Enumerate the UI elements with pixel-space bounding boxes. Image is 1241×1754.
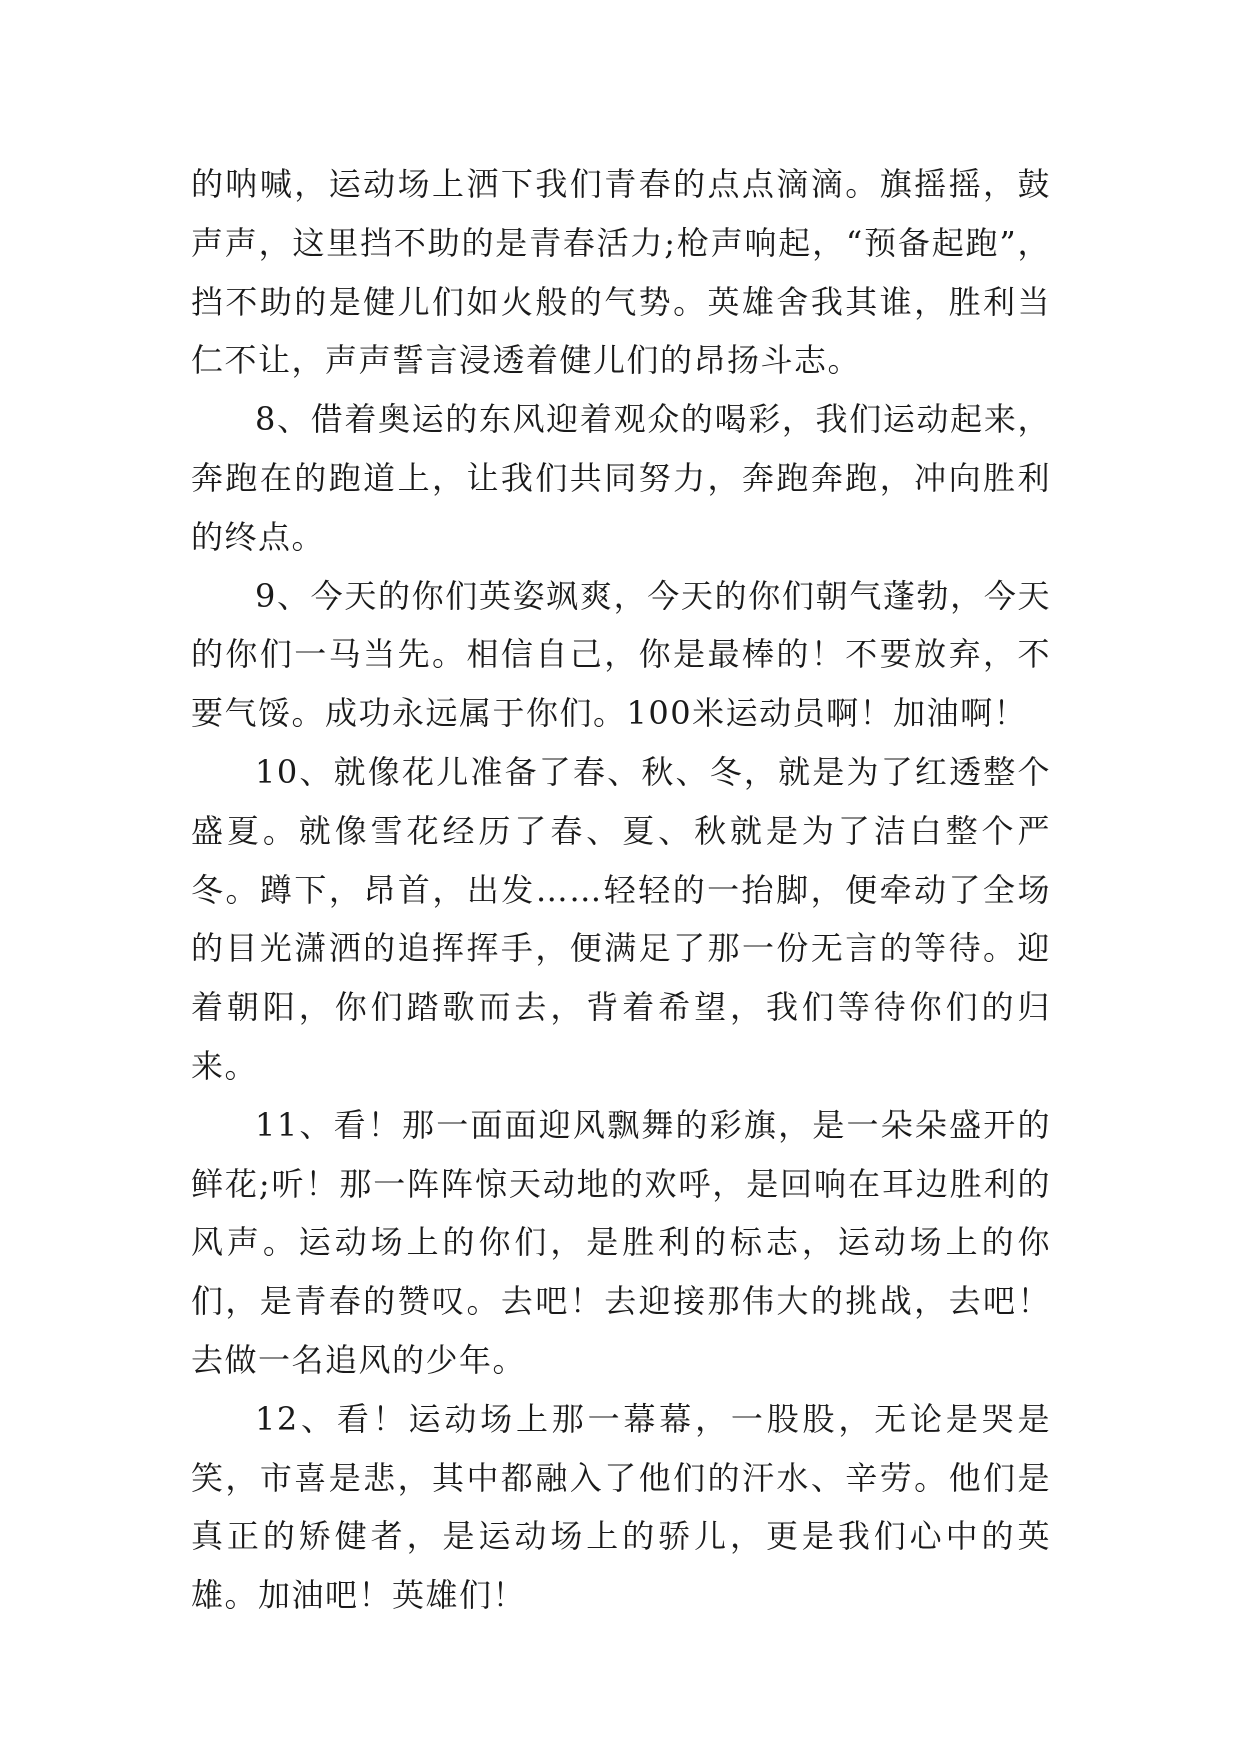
paragraph-item-12: 12、看！运动场上那一幕幕，一股股，无论是哭是笑，市喜是悲，其中都融入了他们的汗水、辛劳。他们是真正的矫健者，是运动场上的骄儿，更是我们心中的英雄。加油吧！英雄们！ — [191, 1399, 1051, 1615]
paragraph-item-9: 9、今天的你们英姿飒爽，今天的你们朝气蓬勃，今天的你们一马当先。相信自己，你是最棒的！不要放弃，不要气馁。成功永远属于你们。100米运动员啊！加油啊！ — [191, 576, 1051, 733]
document-body — [191, 155, 1051, 1625]
paragraph-item-8: 8、借着奥运的东风迎着观众的喝彩，我们运动起来，奔跑在的跑道上，让我们共同努力，奔跑奔跑，冲向胜利的终点。 — [191, 400, 1051, 556]
paragraph-continued: 的呐喊，运动场上洒下我们青春的点点滴滴。旗摇摇，鼓声声，这里挡不助的是青春活力;枪声响起，“预备起跑”，挡不助的是健儿们如火般的气势。英雄舍我其谁，胜利当仁不让，声声誓言浸透着健儿们的昂扬斗志。 — [191, 165, 1051, 380]
paragraph-item-11: 11、看！那一面面迎风飘舞的彩旗，是一朵朵盛开的鲜花;听！那一阵阵惊天动地的欢呼，是回响在耳边胜利的风声。运动场上的你们，是胜利的标志，运动场上的你们，是青春的赞叹。去吧！去迎接那伟大的挑战，去吧！去做一名追风的少年。 — [191, 1105, 1051, 1379]
paragraph-item-10: 10、就像花儿准备了春、秋、冬，就是为了红透整个盛夏。就像雪花经历了春、夏、秋就是为了洁白整个严冬。蹲下，昂首，出发……轻轻的一抬脚，便牵动了全场的目光潇洒的追挥挥手，便满足了那一份无言的等待。迎着朝阳，你们踏歌而去，背着希望，我们等待你们的归来。 — [191, 752, 1051, 1085]
